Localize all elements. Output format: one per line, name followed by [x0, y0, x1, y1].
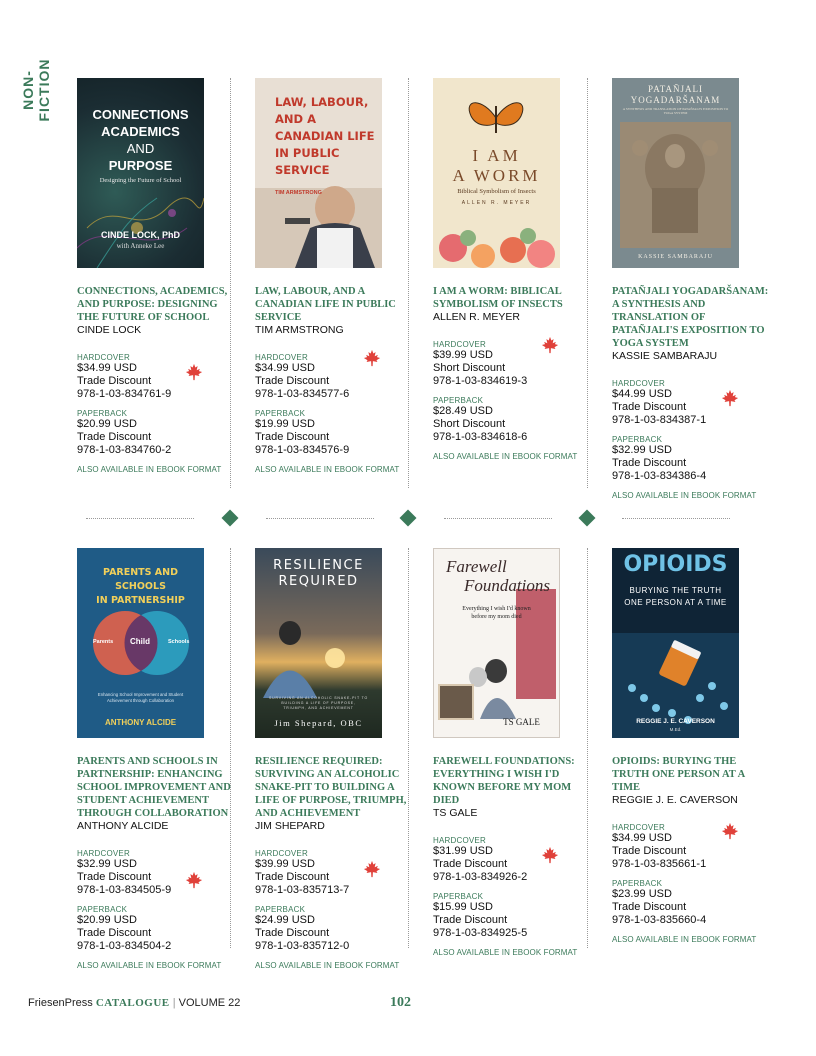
- discount: Short Discount: [433, 418, 506, 430]
- isbn: 978-1-03-834619-3: [433, 375, 528, 387]
- row-divider: [266, 518, 374, 519]
- book-author: ANTHONY ALCIDE: [77, 820, 169, 832]
- ebook-note: ALSO AVAILABLE IN EBOOK FORMAT: [433, 948, 578, 957]
- price: $34.99 USD: [77, 362, 137, 374]
- ebook-note: ALSO AVAILABLE IN EBOOK FORMAT: [255, 961, 400, 970]
- book-entry: [612, 285, 772, 500]
- maple-leaf-icon: [185, 363, 203, 381]
- book-cover[interactable]: [433, 548, 560, 738]
- cover-title-line: AND A: [275, 112, 316, 126]
- book-cover[interactable]: [77, 548, 204, 738]
- ebook-note: ALSO AVAILABLE IN EBOOK FORMAT: [77, 961, 222, 970]
- cover-title-line: IN PUBLIC: [275, 146, 340, 160]
- cover-author: REGGIE J. E. CAVERSON: [636, 718, 715, 725]
- price: $20.99 USD: [77, 914, 137, 926]
- discount: Trade Discount: [433, 914, 508, 926]
- format-label: PAPERBACK: [612, 879, 663, 888]
- divider-diamond: [222, 510, 239, 527]
- price: $34.99 USD: [612, 832, 672, 844]
- book-entry: [433, 755, 593, 957]
- format-label: PAPERBACK: [433, 892, 484, 901]
- cover-title-line: YOGADARŠANAM: [630, 95, 721, 105]
- venn-label: Schools: [168, 639, 190, 645]
- discount: Trade Discount: [612, 401, 687, 413]
- isbn: 978-1-03-835660-4: [612, 914, 707, 926]
- cover-subtitle: Everything I wish I'd known before my mom died: [462, 606, 531, 620]
- book-title[interactable]: LAW, LABOUR, AND A CANADIAN LIFE IN PUBLIC SERVICE: [255, 286, 396, 323]
- cover-title-line: AND: [126, 141, 155, 156]
- footer-catalogue: CATALOGUE: [95, 997, 170, 1009]
- book-title[interactable]: PARENTS AND SCHOOLS IN PARTNERSHIP: ENHANCING SCHOOL IMPROVEMENT AND STUDENT ACHIEVEMENT THROUGH COLLABORATION: [77, 756, 231, 819]
- maple-leaf-icon: [721, 389, 739, 407]
- row-divider: [86, 518, 194, 519]
- cover-title-line: CONNECTIONS: [92, 107, 189, 122]
- cover-title-line: REQUIRED: [278, 574, 359, 589]
- row-divider: [444, 518, 552, 519]
- cover-title-line: PURPOSE: [108, 158, 173, 173]
- price: $15.99 USD: [433, 901, 493, 913]
- format-label: HARDCOVER: [255, 353, 308, 362]
- cover-author: KASSIE SAMBARAJU: [638, 254, 713, 260]
- book-cover[interactable]: [255, 548, 382, 738]
- cover-author: ANTHONY ALCIDE: [104, 718, 177, 727]
- discount: Trade Discount: [77, 927, 152, 939]
- discount: Trade Discount: [433, 858, 508, 870]
- price: $28.49 USD: [433, 405, 493, 417]
- isbn: 978-1-03-834387-1: [612, 414, 707, 426]
- venn-label: Child: [130, 637, 150, 646]
- discount: Trade Discount: [77, 871, 152, 883]
- footer-separator: |: [172, 997, 179, 1009]
- isbn: 978-1-03-834925-5: [433, 927, 528, 939]
- book-cover[interactable]: [255, 78, 382, 268]
- cover-author: TS GALE: [503, 717, 540, 727]
- book-cover[interactable]: [612, 548, 739, 738]
- book-cover[interactable]: [433, 78, 560, 268]
- cover-subtitle: Biblical Symbolism of Insects: [457, 188, 536, 195]
- isbn: 978-1-03-834618-6: [433, 431, 528, 443]
- maple-leaf-icon: [721, 822, 739, 840]
- book-entry: [255, 285, 415, 474]
- book-author: REGGIE J. E. CAVERSON: [612, 794, 738, 806]
- discount: Trade Discount: [612, 845, 687, 857]
- format-label: HARDCOVER: [433, 836, 486, 845]
- maple-leaf-icon: [363, 860, 381, 878]
- cover-subtitle: Designing the Future of School: [99, 177, 182, 184]
- maple-leaf-icon: [363, 349, 381, 367]
- cover-title-line: IN PARTNERSHIP: [96, 595, 185, 606]
- format-label: HARDCOVER: [612, 379, 665, 388]
- isbn: 978-1-03-834577-6: [255, 388, 350, 400]
- isbn: 978-1-03-834504-2: [77, 940, 172, 952]
- maple-leaf-icon: [541, 336, 559, 354]
- venn-label: Parents: [93, 639, 114, 645]
- discount: Trade Discount: [255, 871, 330, 883]
- section-label: NON-FICTION: [20, 58, 52, 122]
- price: $20.99 USD: [77, 418, 137, 430]
- price: $32.99 USD: [612, 444, 672, 456]
- cover-title-line: ACADEMICS: [101, 124, 180, 139]
- cover-author: Jim Shepard, OBC: [274, 718, 363, 728]
- discount: Trade Discount: [255, 927, 330, 939]
- book-author: JIM SHEPARD: [255, 820, 325, 832]
- cover-title-line: Farewell: [446, 557, 507, 576]
- cover-title-line: SERVICE: [275, 163, 330, 177]
- book-author: KASSIE SAMBARAJU: [612, 350, 718, 362]
- format-label: HARDCOVER: [77, 353, 130, 362]
- book-author: ALLEN R. MEYER: [433, 311, 520, 323]
- isbn: 978-1-03-835661-1: [612, 858, 707, 870]
- ebook-note: ALSO AVAILABLE IN EBOOK FORMAT: [612, 491, 757, 500]
- discount: Trade Discount: [77, 375, 152, 387]
- isbn: 978-1-03-834505-9: [77, 884, 172, 896]
- discount: Trade Discount: [612, 457, 687, 469]
- cover-subtitle: Enhancing School Improvement and Student Achievement through Collaboration: [97, 692, 184, 703]
- format-label: HARDCOVER: [255, 849, 308, 858]
- price: $44.99 USD: [612, 388, 672, 400]
- price: $31.99 USD: [433, 845, 493, 857]
- footer-volume: VOLUME 22: [178, 997, 241, 1009]
- maple-leaf-icon: [185, 871, 203, 889]
- price: $24.99 USD: [255, 914, 315, 926]
- format-label: HARDCOVER: [612, 823, 665, 832]
- format-label: PAPERBACK: [77, 905, 128, 914]
- format-label: PAPERBACK: [77, 409, 128, 418]
- footer: [28, 997, 240, 1009]
- isbn: 978-1-03-834760-2: [77, 444, 172, 456]
- cover-title-line: PATAÑJALI: [648, 84, 703, 94]
- cover-title-line: I AM: [472, 146, 521, 165]
- format-label: PAPERBACK: [433, 396, 484, 405]
- format-label: PAPERBACK: [255, 409, 306, 418]
- divider-diamond: [579, 510, 596, 527]
- cover-title-line: Foundations: [464, 576, 550, 595]
- book-entry: [612, 755, 772, 944]
- book-entry: [77, 285, 237, 474]
- book-cover[interactable]: [612, 78, 739, 268]
- price: $23.99 USD: [612, 888, 672, 900]
- book-entry: [433, 285, 593, 461]
- cover-subtitle: SURVIVING AN ALCOHOLIC SNAKE-PIT TO BUILDING A LIFE OF PURPOSE, TRIUMPH, AND ACHIEVEMENT: [269, 696, 368, 710]
- footer-brand: FriesenPress: [28, 997, 93, 1009]
- format-label: PAPERBACK: [612, 435, 663, 444]
- discount: Trade Discount: [255, 375, 330, 387]
- book-title[interactable]: RESILIENCE REQUIRED: SURVIVING AN ALCOHOLIC SNAKE-PIT TO BUILDING A LIFE OF PURPOSE, TRIUMPH, AND ACHIEVEMENT: [255, 756, 407, 819]
- page-number: 102: [390, 995, 411, 1010]
- format-label: PAPERBACK: [255, 905, 306, 914]
- cover-author: ALLEN R. MEYER: [461, 200, 532, 206]
- book-title[interactable]: CONNECTIONS, ACADEMICS, AND PURPOSE: DESIGNING THE FUTURE OF SCHOOL: [77, 286, 228, 323]
- discount: Short Discount: [433, 362, 506, 374]
- book-title[interactable]: PATAÑJALI YOGADARŠANAM: A SYNTHESIS AND TRANSLATION OF PATAÑJALI'S EXPOSITION TO YOGA SYSTEM: [612, 286, 769, 349]
- cover-author-degree: M.Ed.: [669, 727, 682, 732]
- book-title[interactable]: I AM A WORM: BIBLICAL SYMBOLISM OF INSECTS: [433, 286, 563, 310]
- cover-title-line: RESILIENCE: [273, 558, 364, 573]
- format-label: HARDCOVER: [77, 849, 130, 858]
- price: $39.99 USD: [433, 349, 493, 361]
- cover-title-line: OPIOIDS: [623, 552, 728, 577]
- cover-coauthor: with Anneke Lee: [116, 242, 165, 250]
- cover-author: CINDE LOCK, PhD: [100, 230, 180, 240]
- isbn: 978-1-03-834761-9: [77, 388, 172, 400]
- cover-title-line: LAW, LABOUR,: [275, 95, 369, 109]
- row-divider: [622, 518, 730, 519]
- price: $34.99 USD: [255, 362, 315, 374]
- discount: Trade Discount: [612, 901, 687, 913]
- isbn: 978-1-03-835712-0: [255, 940, 350, 952]
- cover-author: TIM ARMSTRONG: [275, 190, 322, 196]
- price: $39.99 USD: [255, 858, 315, 870]
- isbn: 978-1-03-835713-7: [255, 884, 350, 896]
- book-author: TIM ARMSTRONG: [255, 324, 344, 336]
- ebook-note: ALSO AVAILABLE IN EBOOK FORMAT: [433, 452, 578, 461]
- ebook-note: ALSO AVAILABLE IN EBOOK FORMAT: [77, 465, 222, 474]
- cover-title-line: PARENTS AND SCHOOLS: [102, 567, 179, 592]
- cover-subtitle: BURYING THE TRUTH: [629, 586, 722, 595]
- cover-title-line: A WORM: [452, 166, 541, 185]
- book-title[interactable]: FAREWELL FOUNDATIONS: EVERYTHING I WISH I'D KNOWN BEFORE MY MOM DIED: [433, 756, 575, 806]
- book-entry: [255, 755, 415, 970]
- maple-leaf-icon: [541, 846, 559, 864]
- divider-diamond: [400, 510, 417, 527]
- book-author: TS GALE: [433, 807, 478, 819]
- book-entry: [77, 755, 237, 970]
- discount: Trade Discount: [77, 431, 152, 443]
- isbn: 978-1-03-834386-4: [612, 470, 707, 482]
- book-author: CINDE LOCK: [77, 324, 142, 336]
- ebook-note: ALSO AVAILABLE IN EBOOK FORMAT: [612, 935, 757, 944]
- cover-subtitle: ONE PERSON AT A TIME: [624, 598, 727, 607]
- format-label: HARDCOVER: [433, 340, 486, 349]
- book-cover[interactable]: [77, 78, 204, 268]
- isbn: 978-1-03-834926-2: [433, 871, 528, 883]
- cover-subtitle: A SYNTHESIS AND TRANSLATION OF PATAÑJALI'S EXPOSITION TO YOGA SYSTEM: [622, 107, 729, 116]
- ebook-note: ALSO AVAILABLE IN EBOOK FORMAT: [255, 465, 400, 474]
- isbn: 978-1-03-834576-9: [255, 444, 350, 456]
- price: $19.99 USD: [255, 418, 315, 430]
- book-title[interactable]: OPIOIDS: BURYING THE TRUTH ONE PERSON AT A TIME: [612, 756, 745, 793]
- price: $32.99 USD: [77, 858, 137, 870]
- discount: Trade Discount: [255, 431, 330, 443]
- cover-title-line: CANADIAN LIFE: [275, 129, 375, 143]
